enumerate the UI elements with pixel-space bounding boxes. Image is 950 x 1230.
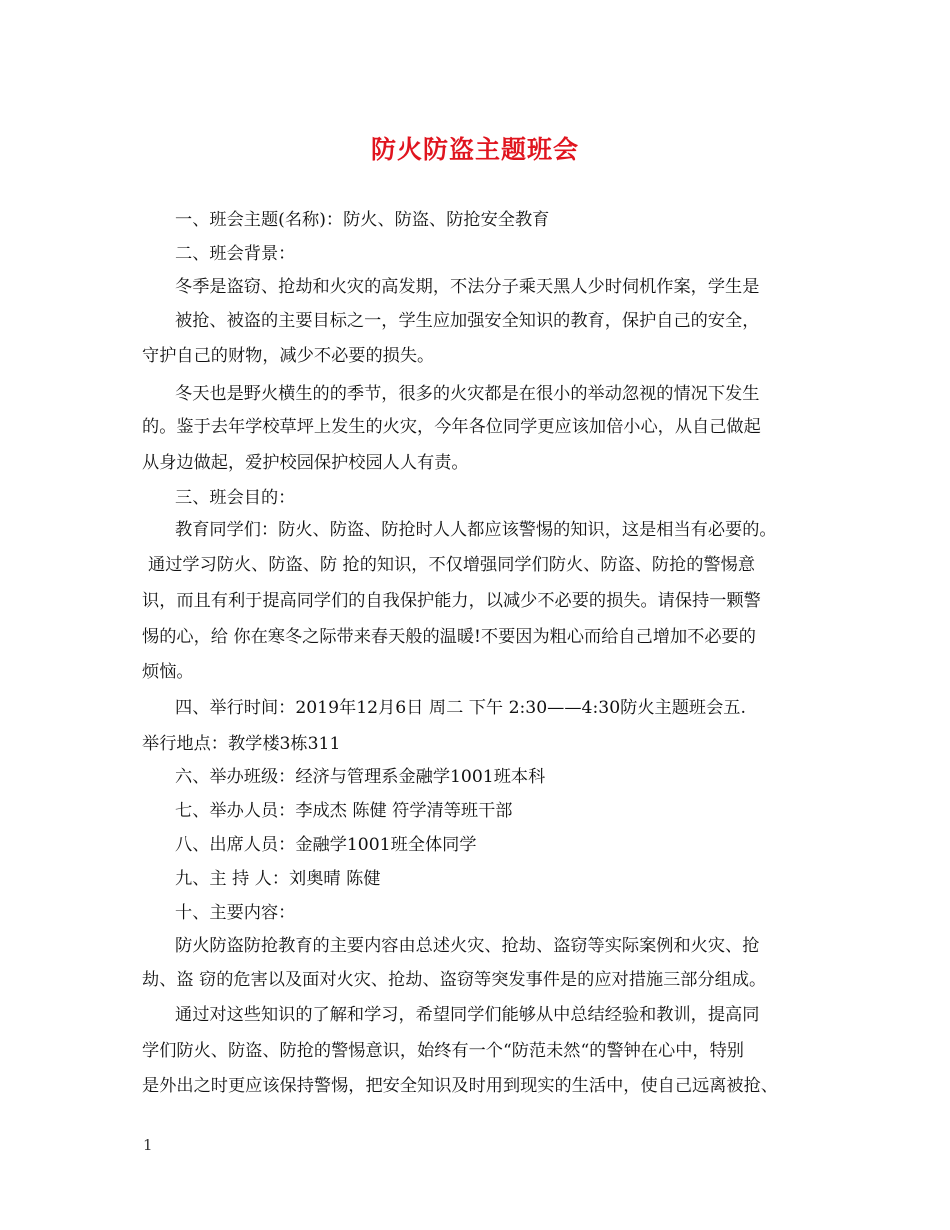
- text-line: 被抢、被盗的主要目标之一，学生应加强安全知识的教育，保护自己的安全，: [175, 311, 760, 331]
- text-line: 八、出席人员：金融学1001班全体同学: [175, 835, 477, 855]
- text-line: 一、班会主题(名称)：防火、防盗、防抢安全教育: [175, 210, 550, 230]
- text-line: 三、班会目的：: [175, 488, 296, 508]
- text-line: 冬季是盗窃、抢劫和火灾的高发期，不法分子乘天黑人少时伺机作案，学生是: [175, 277, 760, 297]
- text-line: 识，而且有利于提高同学们的自我保护能力，以减少不必要的损失。请保持一颗警: [142, 591, 761, 611]
- page-number: 1: [143, 1136, 153, 1154]
- text-line: 是外出之时更应该保持警惕，把安全知识及时用到现实的生活中，使自己远离被抢、: [142, 1076, 778, 1096]
- text-line: 劫、盗 窃的危害以及面对火灾、抢劫、盗窃等突发事件是的应对措施三部分组成。: [142, 970, 767, 990]
- text-line: 冬天也是野火横生的的季节，很多的火灾都是在很小的举动忽视的情况下发生: [175, 384, 760, 404]
- text-line: 六、举办班级：经济与管理系金融学1001班本科: [175, 767, 546, 787]
- text-line: 四、举行时间：2019年12月6日 周二 下午 2:30——4:30防火主题班会五.: [175, 698, 746, 718]
- text-line: 九、主 持 人：刘奥晴 陈健: [175, 869, 381, 889]
- text-line: 守护自己的财物，减少不必要的损失。: [142, 346, 435, 366]
- text-line: 二、班会背景：: [175, 244, 296, 264]
- text-line: 学们防火、防盗、防抢的警惕意识，始终有一个“防范未然“的警钟在心中，特别: [142, 1041, 744, 1061]
- text-line: 从身边做起，爱护校园保护校园人人有责。: [142, 453, 469, 473]
- text-line: 通过对这些知识的了解和学习，希望同学们能够从中总结经验和教训，提高同: [175, 1005, 760, 1025]
- text-line: 通过学习防火、防盗、防 抢的知识，不仅增强同学们防火、防盗、防抢的警惕意: [148, 555, 756, 575]
- text-line: 七、举办人员：李成杰 陈健 符学清等班干部: [175, 801, 513, 821]
- text-line: 的。鉴于去年学校草坪上发生的火灾，今年各位同学更应该加倍小心，从自己做起: [142, 417, 761, 437]
- text-line: 教育同学们：防火、防盗、防抢时人人都应该警惕的知识，这是相当有必要的。: [175, 520, 777, 540]
- text-line: 防火防盗防抢教育的主要内容由总述火灾、抢劫、盗窃等实际案例和火灾、抢: [175, 936, 760, 956]
- text-line: 十、主要内容：: [175, 903, 296, 923]
- text-line: 烦恼。: [142, 662, 194, 682]
- text-line: 惕的心，给 你在寒冬之际带来春天般的温暖!不要因为粗心而给自己增加不必要的: [142, 627, 756, 647]
- document-title: 防火防盗主题班会: [370, 135, 579, 164]
- text-line: 举行地点：教学楼3栋311: [142, 734, 341, 754]
